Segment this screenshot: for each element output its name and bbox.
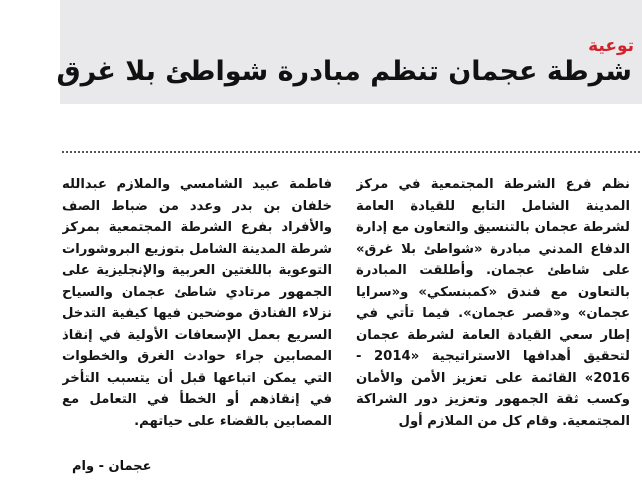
divider: [62, 151, 640, 153]
paragraph: فاطمة عبيد الشامسي والملازم عبدالله خلفان بن بدر وعدد من ضباط الصف والأفراد بفرع الشرطة المجتمعية بمركز شرطة المدينة الشامل بتوزيع البروشورات التوعوية باللغتين العربية والإنجليزية على الجمهور مرتادي شاطئ عجمان والسياح نزلاء الفنادق موضحين فيها كيفية التدخل السريع بعمل الإسعافات الأولية في إنقاذ المصابين جراء حوادث الغرق والخطوات التي يمكن اتباعها قبل أن يتسبب التأخر في إنقاذهم أو الخطأ في التعامل مع المصابين بالقضاء على حياتهم.: [62, 177, 332, 429]
article-column-left: [62, 174, 332, 484]
article-column-right: [356, 174, 630, 484]
section-kicker: توعية: [588, 36, 634, 56]
dateline-signoff: عجمان - وام: [72, 459, 152, 474]
paragraph: نظم فرع الشرطة المجتمعية في مركز المدينة الشامل التابع للقيادة العامة لشرطة عجمان بالتنسيق والتعاون مع إدارة الدفاع المدني مبادرة «شواطئ بلا غرق» على شاطئ عجمان. وأطلقت المبادرة بالتعاون مع فندق «كمبنسكي» و«سرايا عجمان» و«قصر عجمان». فيما تأتي في إطار سعي القيادة العامة لشرطة عجمان لتحقيق أهدافها الاستراتيجية «2014 - 2016» القائمة على تعزيز الأمن والأمان وكسب ثقة الجمهور وتعزيز دور الشراكة المجتمعية. وقام كل من الملازم أول: [356, 177, 630, 429]
header-band: [60, 0, 642, 104]
article-headline: شرطة عجمان تنظم مبادرة شواطئ بلا غرق: [56, 56, 632, 87]
